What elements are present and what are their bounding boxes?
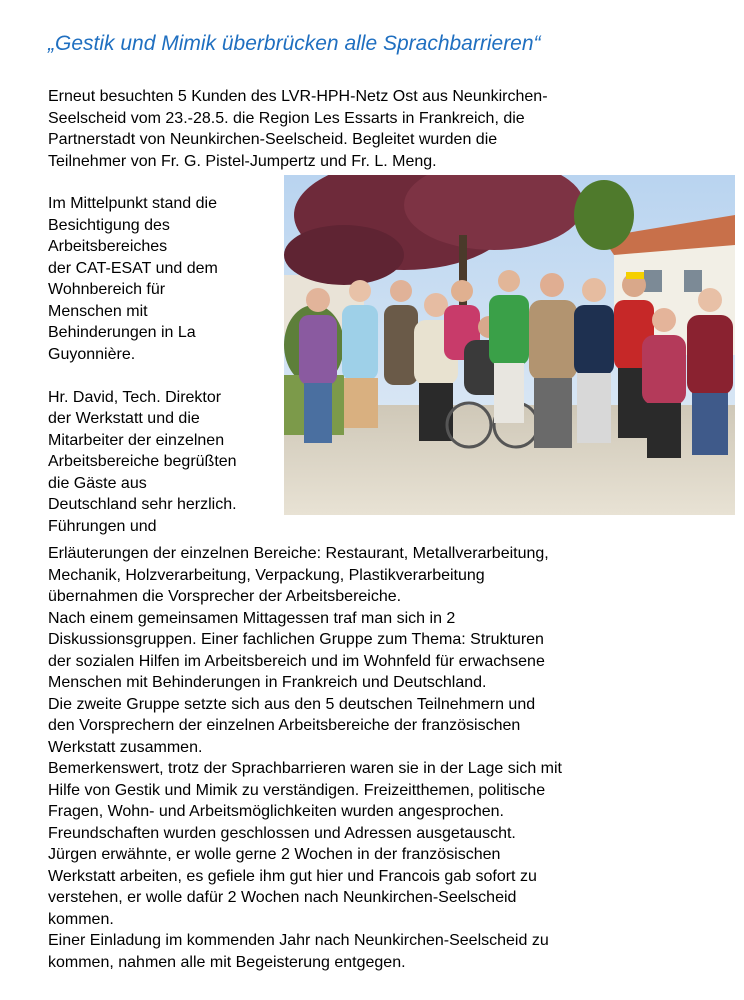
text-line: Teilnehmer von Fr. G. Pistel-Jumpertz und Fr. L. Meng. (48, 152, 437, 170)
text-line: Mitarbeiter der einzelnen (48, 431, 225, 449)
text-line: verstehen, er wolle dafür 2 Wochen nach Neunkirchen-Seelscheid (48, 889, 517, 906)
text-line: Erneut besuchten 5 Kunden des LVR-HPH-Netz Ost aus Neunkirchen- (48, 88, 548, 105)
text-line: Behinderungen in La (48, 324, 196, 341)
text-line: die Gäste aus (48, 474, 147, 492)
text-line: Nach einem gemeinsamen Mittagessen traf man sich in 2 (48, 609, 456, 627)
text-line: Arbeitsbereiche begrüßten (48, 453, 237, 470)
text-line: Menschen mit Behinderungen in Frankreich und Deutschland. (48, 674, 487, 691)
text-line: Erläuterungen der einzelnen Bereiche: Restaurant, Metallverarbeitung, (48, 545, 549, 562)
text-line: der CAT-ESAT und dem (48, 259, 218, 277)
text-line: der sozialen Hilfen im Arbeitsbereich und im Wohnfeld für erwachsene (48, 652, 545, 670)
text-line: Werkstatt zusammen. (48, 738, 203, 756)
text-line: Werkstatt arbeiten, es gefiele ihm gut hier und Francois gab sofort zu (48, 867, 537, 885)
text-line: Seelscheid vom 23.-28.5. die Region Les Essarts in Frankreich, die (48, 109, 525, 127)
body-text (48, 543, 728, 973)
text-line: der Werkstatt und die (48, 410, 200, 427)
page-title: „Gestik und Mimik überbrücken alle Sprachbarrieren“ (48, 32, 541, 55)
text-line: Arbeitsbereiches (48, 238, 168, 255)
text-line: Fragen, Wohn- und Arbeitsmöglichkeiten wurden angesprochen. (48, 803, 504, 820)
text-line: Hr. David, Tech. Direktor (48, 388, 222, 406)
left-column-text (48, 193, 278, 537)
text-line: Deutschland sehr herzlich. (48, 496, 237, 513)
text-line: Freundschaften wurden geschlossen und Adressen ausgetauscht. (48, 824, 516, 842)
text-line: Bemerkenswert, trotz der Sprachbarrieren waren sie in der Lage sich mit (48, 760, 562, 777)
intro-paragraph (48, 86, 708, 172)
paragraph-gap (48, 365, 278, 387)
text-line: Besichtigung des (48, 216, 170, 234)
text-line: kommen. (48, 910, 114, 928)
text-line: Hilfe von Gestik und Mimik zu verständigen. Freizeitthemen, politische (48, 781, 546, 799)
text-line: Partnerstadt von Neunkirchen-Seelscheid. Begleitet wurden die (48, 131, 498, 148)
text-line: kommen, nahmen alle mit Begeisterung entgegen. (48, 953, 406, 971)
group-photo-illustration (284, 175, 735, 515)
text-line: Wohnbereich für (48, 281, 166, 298)
text-line: Mechanik, Holzverarbeitung, Verpackung, Plastikverarbeitung (48, 566, 485, 584)
text-line: Menschen mit (48, 302, 148, 320)
text-line: Jürgen erwähnte, er wolle gerne 2 Wochen in der französischen (48, 846, 501, 863)
text-line: Führungen und (48, 517, 157, 535)
text-line: den Vorsprechern der einzelnen Arbeitsbereiche der französischen (48, 717, 521, 734)
text-line: Einer Einladung im kommenden Jahr nach Neunkirchen-Seelscheid zu (48, 932, 549, 949)
text-line: Guyonnière. (48, 345, 136, 363)
group-photo (284, 175, 735, 515)
text-line: Im Mittelpunkt stand die (48, 195, 217, 212)
text-line: Diskussionsgruppen. Einer fachlichen Gruppe zum Thema: Strukturen (48, 631, 544, 648)
text-line: Die zweite Gruppe setzte sich aus den 5 deutschen Teilnehmern und (48, 695, 536, 713)
text-line: übernahmen die Vorsprecher der Arbeitsbereiche. (48, 588, 402, 605)
